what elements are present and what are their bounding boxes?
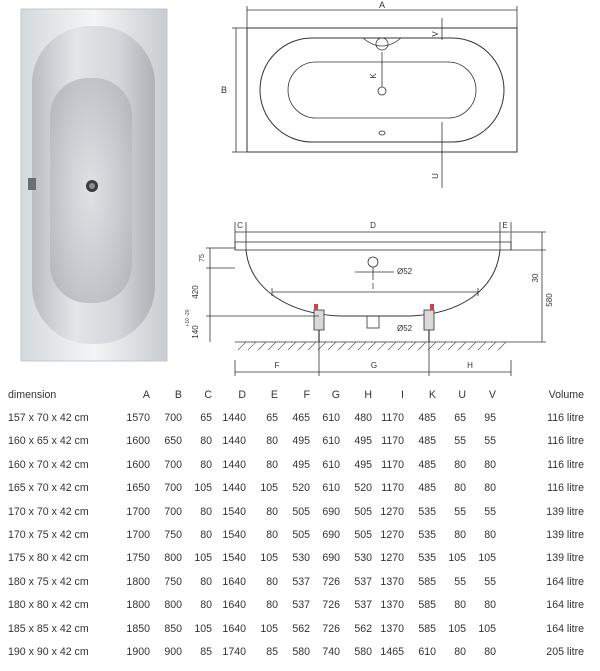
cell-v: 55 bbox=[484, 435, 496, 448]
cell-g: 610 bbox=[322, 482, 340, 495]
cell-b: 800 bbox=[164, 552, 182, 565]
cell-b: 900 bbox=[164, 645, 182, 658]
plan-view-drawing bbox=[210, 0, 530, 200]
cell-u: 55 bbox=[454, 505, 466, 518]
cell-u: 105 bbox=[448, 552, 466, 565]
cell-h: 537 bbox=[354, 599, 372, 612]
cell-u: 55 bbox=[454, 575, 466, 588]
cell-dimension: 170 x 75 x 42 cm bbox=[8, 529, 89, 542]
cell-v: 55 bbox=[484, 575, 496, 588]
table-row bbox=[0, 547, 600, 570]
cell-d: 1540 bbox=[222, 529, 246, 542]
cell-v: 95 bbox=[484, 412, 496, 425]
cell-volume: 116 litre bbox=[547, 458, 584, 471]
column-header-k: K bbox=[428, 388, 436, 401]
cell-h: 480 bbox=[354, 412, 372, 425]
cell-v: 80 bbox=[484, 645, 496, 658]
cell-g: 726 bbox=[322, 575, 340, 588]
column-header-volume: Volume bbox=[548, 388, 584, 401]
cell-f: 580 bbox=[292, 645, 310, 658]
cell-i: 1465 bbox=[380, 645, 404, 658]
cell-a: 1800 bbox=[126, 599, 150, 612]
cell-v: 80 bbox=[484, 482, 496, 495]
column-header-f: F bbox=[303, 388, 310, 401]
dimension-table bbox=[0, 383, 600, 664]
cell-v: 55 bbox=[484, 505, 496, 518]
cell-g: 610 bbox=[322, 458, 340, 471]
cell-g: 726 bbox=[322, 622, 340, 635]
cell-a: 1570 bbox=[126, 412, 150, 425]
cell-k: 535 bbox=[418, 529, 436, 542]
cell-c: 80 bbox=[200, 505, 212, 518]
column-header-u: U bbox=[458, 388, 466, 401]
cell-volume: 139 litre bbox=[546, 505, 584, 518]
table-row bbox=[0, 617, 600, 640]
cell-dimension: 170 x 70 x 42 cm bbox=[8, 505, 89, 518]
cell-g: 690 bbox=[322, 505, 340, 518]
cell-h: 495 bbox=[354, 435, 372, 448]
cell-e: 105 bbox=[260, 482, 278, 495]
cell-c: 80 bbox=[200, 435, 212, 448]
cell-v: 105 bbox=[478, 622, 496, 635]
cell-dimension: 180 x 75 x 42 cm bbox=[8, 575, 89, 588]
cell-a: 1650 bbox=[126, 482, 150, 495]
cell-f: 520 bbox=[292, 482, 310, 495]
cell-f: 562 bbox=[292, 622, 310, 635]
cell-a: 1850 bbox=[126, 622, 150, 635]
cell-u: 65 bbox=[454, 412, 466, 425]
cell-c: 105 bbox=[194, 622, 212, 635]
label-140-tolerance: +10 -20 bbox=[185, 309, 191, 327]
label-f: F bbox=[274, 361, 280, 370]
column-header-a: A bbox=[142, 388, 150, 401]
cell-u: 80 bbox=[454, 458, 466, 471]
overflow-plate bbox=[28, 178, 36, 190]
foot-left bbox=[314, 304, 324, 342]
label-v: V bbox=[431, 31, 440, 37]
cell-a: 1750 bbox=[126, 552, 150, 565]
cell-k: 485 bbox=[418, 482, 436, 495]
cell-b: 850 bbox=[164, 622, 182, 635]
cell-b: 700 bbox=[164, 412, 182, 425]
table-row bbox=[0, 453, 600, 476]
label-30: 30 bbox=[531, 273, 540, 283]
cell-v: 80 bbox=[484, 599, 496, 612]
label-420: 420 bbox=[191, 285, 200, 299]
table-row bbox=[0, 430, 600, 453]
cell-i: 1170 bbox=[381, 458, 404, 471]
table-row bbox=[0, 594, 600, 617]
cell-a: 1600 bbox=[126, 458, 150, 471]
cell-i: 1170 bbox=[381, 412, 404, 425]
cell-b: 650 bbox=[164, 435, 182, 448]
cell-g: 690 bbox=[322, 529, 340, 542]
cell-k: 485 bbox=[418, 458, 436, 471]
cell-f: 530 bbox=[292, 552, 310, 565]
cell-v: 105 bbox=[478, 552, 496, 565]
label-a: A bbox=[378, 0, 386, 10]
cell-i: 1270 bbox=[380, 505, 404, 518]
cell-volume: 164 litre bbox=[546, 622, 584, 635]
cell-e: 65 bbox=[266, 412, 278, 425]
cell-a: 1700 bbox=[126, 529, 150, 542]
cell-c: 85 bbox=[200, 645, 212, 658]
cell-f: 495 bbox=[292, 435, 310, 448]
cell-k: 585 bbox=[418, 622, 436, 635]
cell-e: 80 bbox=[266, 529, 278, 542]
cell-h: 520 bbox=[354, 482, 372, 495]
label-outlet-bottom: Ø52 bbox=[397, 324, 413, 333]
cell-i: 1170 bbox=[381, 482, 404, 495]
cell-c: 80 bbox=[200, 529, 212, 542]
table-row bbox=[0, 570, 600, 593]
column-header-h: H bbox=[364, 388, 372, 401]
cell-f: 537 bbox=[292, 575, 310, 588]
cell-d: 1540 bbox=[222, 505, 246, 518]
cell-h: 562 bbox=[354, 622, 372, 635]
cell-e: 80 bbox=[266, 575, 278, 588]
column-header-d: D bbox=[238, 388, 246, 401]
cell-dimension: 165 x 70 x 42 cm bbox=[8, 482, 89, 495]
cell-i: 1170 bbox=[381, 435, 404, 448]
label-u: U bbox=[431, 173, 440, 179]
cell-e: 80 bbox=[266, 505, 278, 518]
cell-a: 1900 bbox=[126, 645, 150, 658]
cell-volume: 164 litre bbox=[546, 599, 584, 612]
cell-c: 80 bbox=[200, 458, 212, 471]
cell-c: 105 bbox=[194, 482, 212, 495]
cell-c: 80 bbox=[200, 599, 212, 612]
cell-g: 610 bbox=[322, 435, 340, 448]
cell-d: 1440 bbox=[222, 482, 246, 495]
cell-u: 80 bbox=[454, 645, 466, 658]
cell-h: 537 bbox=[354, 575, 372, 588]
cell-volume: 205 litre bbox=[546, 645, 584, 658]
cell-i: 1370 bbox=[380, 622, 404, 635]
cell-d: 1540 bbox=[222, 552, 246, 565]
cell-d: 1440 bbox=[222, 458, 246, 471]
cell-u: 80 bbox=[454, 529, 466, 542]
section-view-drawing bbox=[180, 210, 600, 380]
label-g: G bbox=[370, 361, 378, 370]
cell-volume: 139 litre bbox=[546, 529, 584, 542]
table-row bbox=[0, 477, 600, 500]
cell-u: 55 bbox=[454, 435, 466, 448]
cell-e: 80 bbox=[266, 435, 278, 448]
bathtub-photo bbox=[20, 8, 170, 363]
cell-volume: 116 litre bbox=[547, 482, 584, 495]
foot-right bbox=[424, 304, 434, 342]
cell-g: 740 bbox=[322, 645, 340, 658]
cell-e: 85 bbox=[266, 645, 278, 658]
cell-k: 610 bbox=[418, 645, 436, 658]
cell-dimension: 190 x 90 x 42 cm bbox=[8, 645, 89, 658]
cell-d: 1640 bbox=[222, 599, 246, 612]
label-140: 140 bbox=[191, 325, 200, 339]
table-row bbox=[0, 406, 600, 429]
column-header-b: B bbox=[174, 388, 182, 401]
cell-g: 690 bbox=[322, 552, 340, 565]
cell-f: 537 bbox=[292, 599, 310, 612]
table-row bbox=[0, 523, 600, 546]
cell-u: 105 bbox=[448, 622, 466, 635]
cell-g: 726 bbox=[322, 599, 340, 612]
cell-c: 65 bbox=[200, 412, 212, 425]
plan-drain bbox=[378, 87, 386, 95]
cell-volume: 116 litre bbox=[547, 435, 584, 448]
cell-volume: 116 litre bbox=[547, 412, 584, 425]
cell-i: 1270 bbox=[380, 529, 404, 542]
cell-d: 1440 bbox=[222, 435, 246, 448]
cell-h: 505 bbox=[354, 529, 372, 542]
cell-c: 80 bbox=[200, 575, 212, 588]
cell-dimension: 180 x 80 x 42 cm bbox=[8, 599, 89, 612]
cell-b: 700 bbox=[164, 505, 182, 518]
cell-g: 610 bbox=[322, 412, 340, 425]
cell-d: 1640 bbox=[222, 575, 246, 588]
cell-e: 80 bbox=[266, 458, 278, 471]
cell-k: 585 bbox=[418, 575, 436, 588]
cell-f: 495 bbox=[292, 458, 310, 471]
cell-k: 485 bbox=[418, 435, 436, 448]
cell-dimension: 160 x 65 x 42 cm bbox=[8, 435, 89, 448]
cell-d: 1640 bbox=[222, 622, 246, 635]
label-outlet-top: Ø52 bbox=[397, 267, 413, 276]
cell-u: 80 bbox=[454, 482, 466, 495]
cell-b: 700 bbox=[164, 458, 182, 471]
cell-v: 80 bbox=[484, 458, 496, 471]
cell-e: 105 bbox=[260, 622, 278, 635]
cell-d: 1740 bbox=[222, 645, 246, 658]
label-580: 580 bbox=[545, 293, 554, 307]
cell-volume: 139 litre bbox=[546, 552, 584, 565]
cell-b: 750 bbox=[164, 529, 182, 542]
column-header-e: E bbox=[270, 388, 278, 401]
cell-dimension: 160 x 70 x 42 cm bbox=[8, 458, 89, 471]
cell-e: 105 bbox=[260, 552, 278, 565]
column-header-i: I bbox=[401, 388, 404, 401]
cell-v: 80 bbox=[484, 529, 496, 542]
label-k: K bbox=[369, 73, 378, 79]
cell-e: 80 bbox=[266, 599, 278, 612]
cell-i: 1370 bbox=[380, 599, 404, 612]
cell-k: 535 bbox=[418, 505, 436, 518]
cell-h: 505 bbox=[354, 505, 372, 518]
plan-rim bbox=[247, 28, 517, 152]
label-i: I bbox=[371, 282, 375, 291]
table-row bbox=[0, 500, 600, 523]
cell-b: 750 bbox=[164, 575, 182, 588]
table-row bbox=[0, 640, 600, 663]
column-header-g: G bbox=[331, 388, 340, 401]
cell-a: 1700 bbox=[126, 505, 150, 518]
column-header-dimension: dimension bbox=[8, 388, 57, 401]
cell-a: 1800 bbox=[126, 575, 150, 588]
floor-hatch bbox=[238, 342, 506, 350]
label-h: H bbox=[467, 361, 473, 370]
cell-dimension: 157 x 70 x 42 cm bbox=[8, 412, 89, 425]
cell-c: 105 bbox=[194, 552, 212, 565]
label-75: 75 bbox=[199, 254, 206, 262]
cell-h: 580 bbox=[354, 645, 372, 658]
column-header-v: V bbox=[488, 388, 496, 401]
cell-dimension: 185 x 85 x 42 cm bbox=[8, 622, 89, 635]
cell-k: 585 bbox=[418, 599, 436, 612]
cell-h: 495 bbox=[354, 458, 372, 471]
cell-a: 1600 bbox=[126, 435, 150, 448]
column-header-c: C bbox=[204, 388, 212, 401]
label-d: D bbox=[370, 221, 376, 230]
cell-b: 700 bbox=[164, 482, 182, 495]
cell-k: 535 bbox=[418, 552, 436, 565]
cell-u: 80 bbox=[454, 599, 466, 612]
label-e: E bbox=[502, 221, 508, 230]
cell-f: 465 bbox=[292, 412, 310, 425]
label-c: C bbox=[237, 221, 243, 230]
label-b: B bbox=[220, 85, 228, 95]
cell-b: 800 bbox=[164, 599, 182, 612]
cell-h: 530 bbox=[354, 552, 372, 565]
cell-volume: 164 litre bbox=[546, 575, 584, 588]
table-header-row bbox=[0, 383, 600, 406]
cell-f: 505 bbox=[292, 529, 310, 542]
cell-f: 505 bbox=[292, 505, 310, 518]
cell-d: 1440 bbox=[222, 412, 246, 425]
cell-k: 485 bbox=[418, 412, 436, 425]
cell-dimension: 175 x 80 x 42 cm bbox=[8, 552, 89, 565]
cell-i: 1370 bbox=[380, 575, 404, 588]
cell-i: 1270 bbox=[380, 552, 404, 565]
